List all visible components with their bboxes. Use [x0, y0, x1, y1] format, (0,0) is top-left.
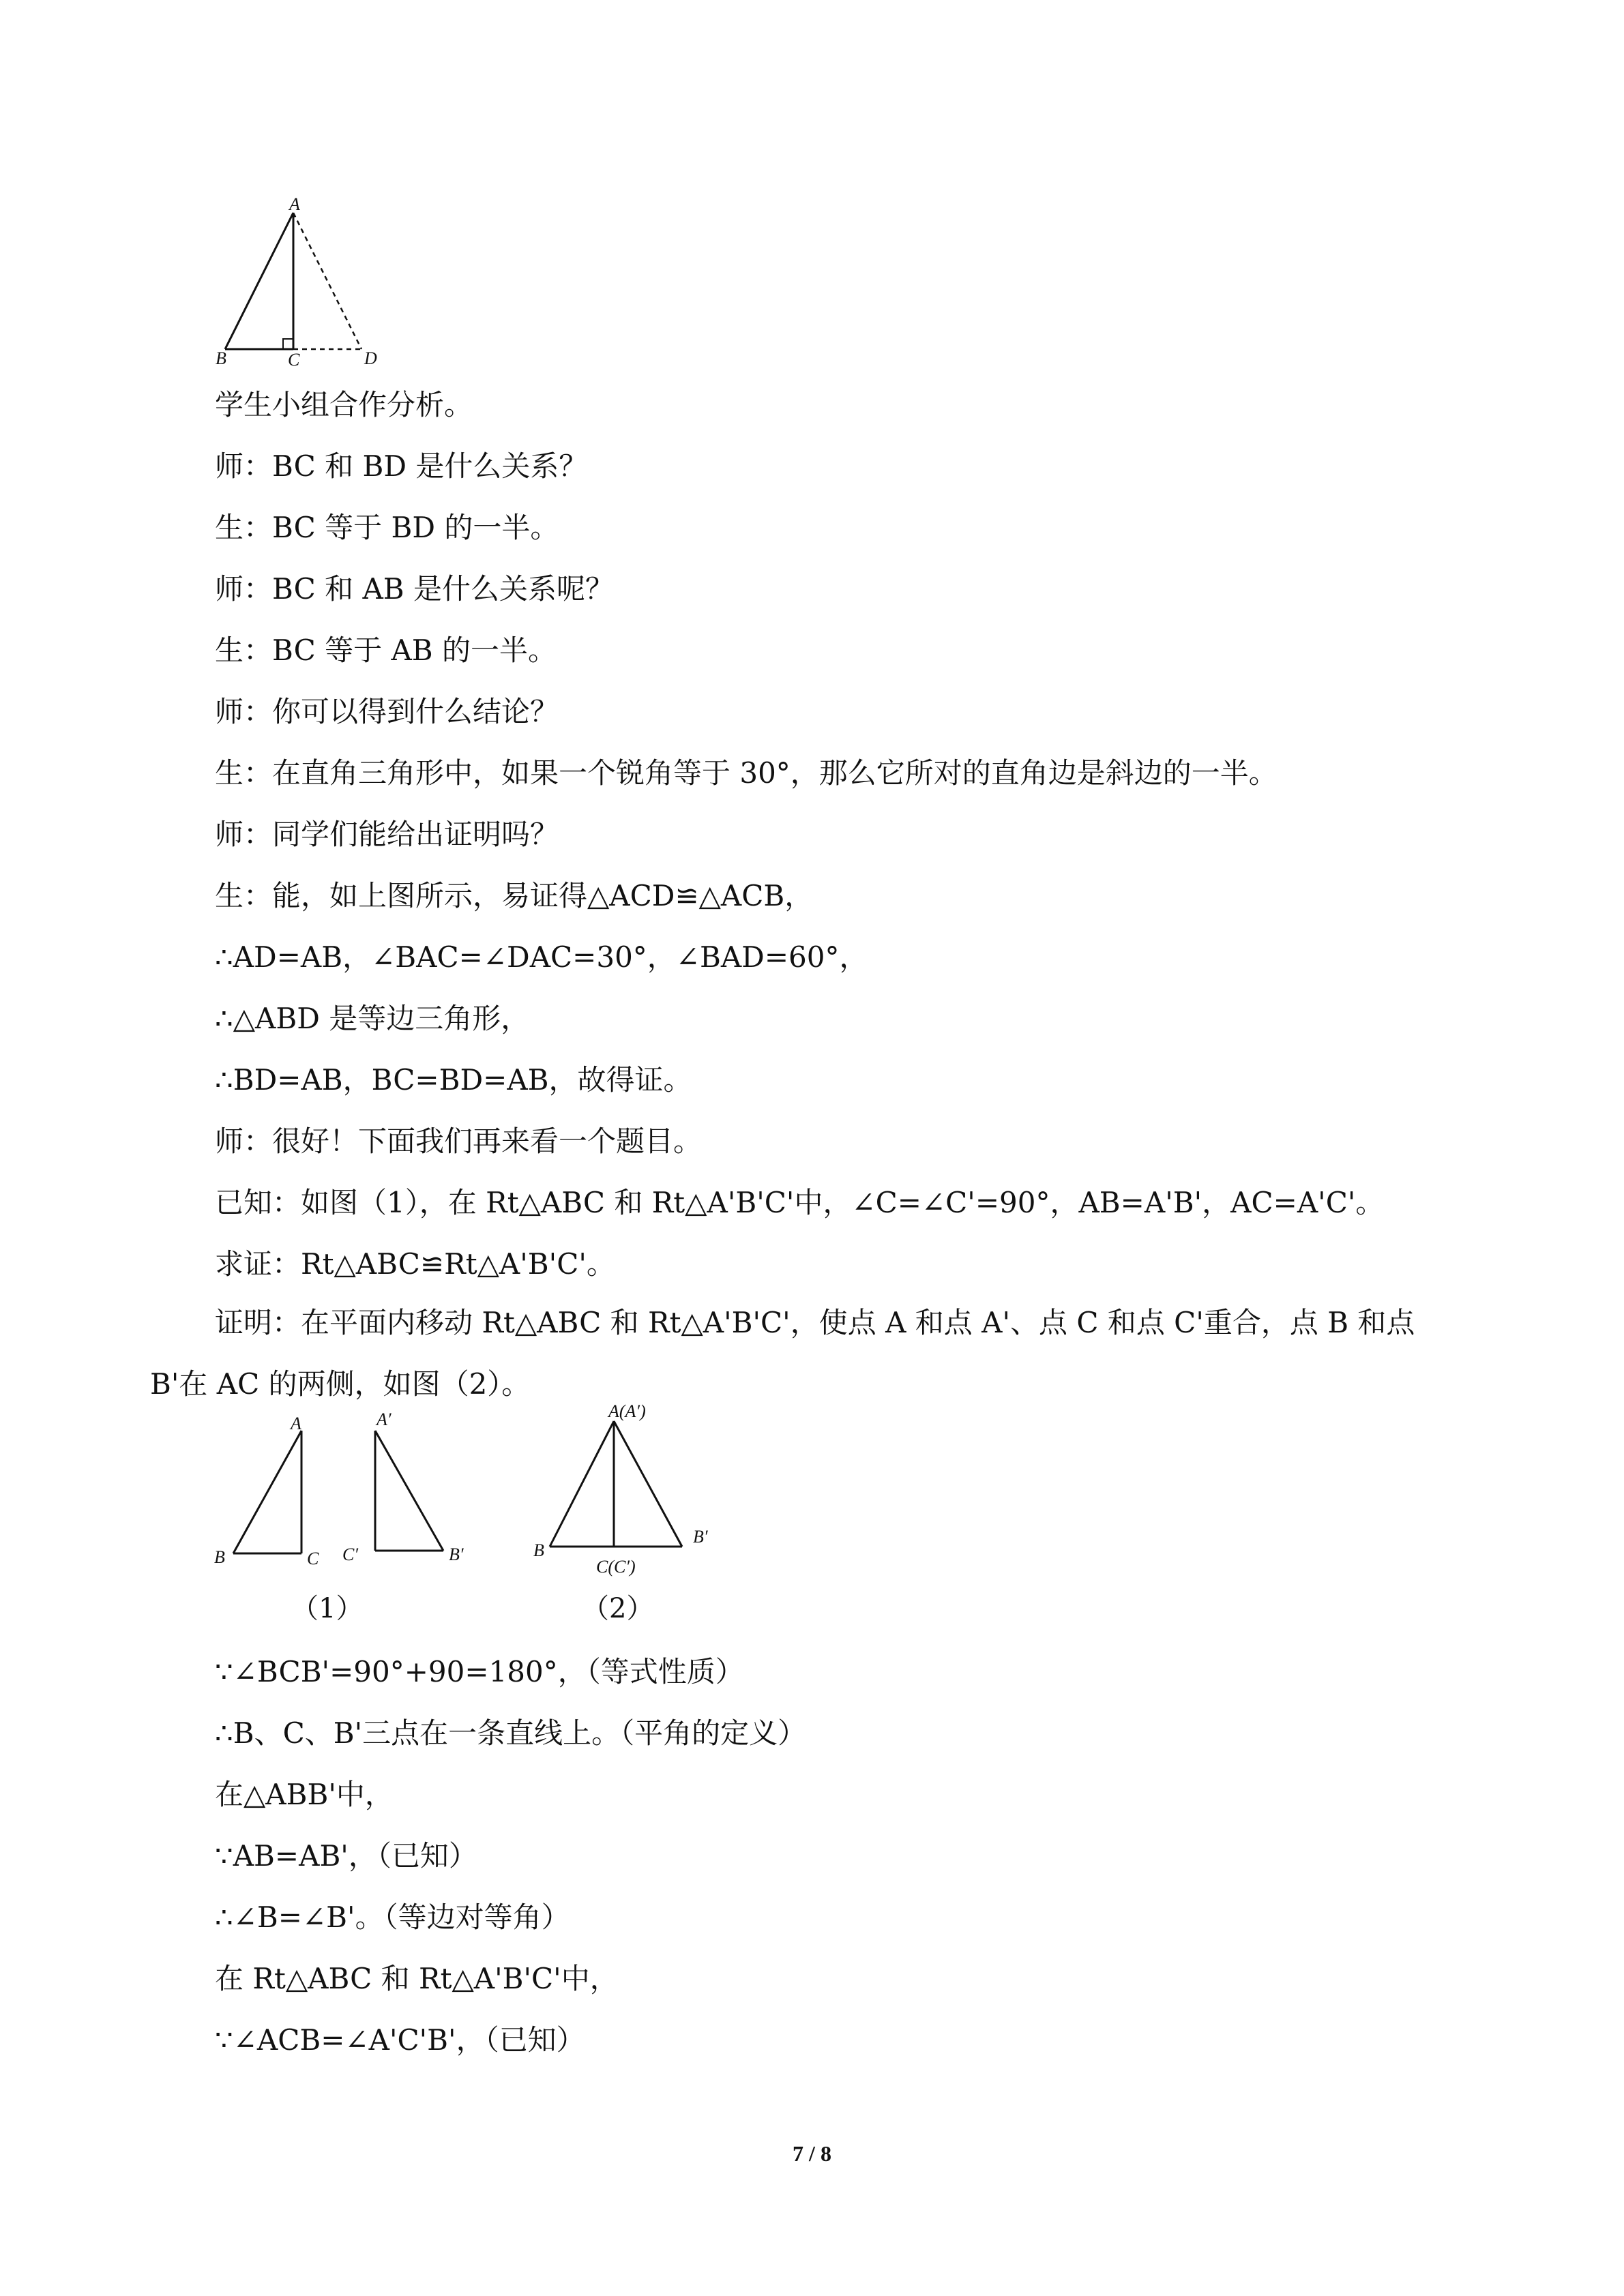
label-b-prime: B′	[693, 1527, 708, 1547]
page-number: 7 / 8	[793, 2141, 831, 2166]
figure-caption-1: （1）	[291, 1593, 364, 1624]
text-line: 师：很好！下面我们再来看一个题目。	[215, 1124, 703, 1158]
triangle-figure-1	[205, 1412, 334, 1568]
label-b-prime: B′	[449, 1545, 464, 1564]
text-line: 师：同学们能给出证明吗？	[215, 818, 559, 851]
text-line: ∵∠BCB'=90°+90=180°，（等式性质）	[215, 1655, 744, 1688]
label-b: B	[216, 348, 226, 368]
triangle-figure-1-prime	[334, 1405, 491, 1568]
text-line: 在 Rt△ABC 和 Rt△A'B'C'中，	[215, 1962, 619, 1995]
text-line: 学生小组合作分析。	[215, 388, 473, 421]
label-a-prime: A′	[377, 1410, 392, 1429]
text-line: ∵∠ACB=∠A'C'B'，（已知）	[215, 2023, 585, 2057]
label-c-prime: C′	[342, 1545, 359, 1564]
label-c-c-prime: C(C′)	[596, 1557, 636, 1577]
text-line: 已知：如图（1），在 Rt△ABC 和 Rt△A'B'C'中，∠C=∠C'=90°，AB=A'B'，AC=A'C'。	[215, 1186, 1385, 1219]
text-line: 师：BC 和 AB 是什么关系呢？	[215, 572, 615, 606]
proof-paragraph: 证明：在平面内移动 Rt△ABC 和 Rt△A'B'C'，使点 A 和点 A'、点 C 和点 C'重合，点 B 和点 B'在 AC 的两侧，如图（2）。	[150, 1306, 1415, 1401]
text-line: ∴∠B=∠B'。（等边对等角）	[215, 1900, 570, 1934]
label-a-a-prime: A(A′)	[608, 1401, 646, 1421]
text-line: 师：你可以得到什么结论？	[215, 695, 559, 728]
label-a: A	[289, 198, 300, 214]
text-line: 求证：Rt△ABC≌Rt△A'B'C'。	[215, 1247, 615, 1281]
figure-caption-2: （2）	[582, 1593, 654, 1624]
text-line: 生：能，如上图所示，易证得△ACD≌△ACB，	[215, 879, 814, 912]
label-c: C	[288, 350, 300, 368]
triangle-figure-top	[205, 198, 396, 368]
text-line: ∴△ABD 是等边三角形，	[215, 1002, 530, 1035]
triangle-figure-2	[525, 1391, 737, 1582]
text-line: ∴BD=AB，BC=BD=AB，故得证。	[215, 1063, 692, 1097]
text-line: ∴AD=AB，∠BAC=∠DAC=30°，∠BAD=60°，	[215, 940, 868, 974]
label-b: B	[214, 1547, 225, 1567]
text-line: ∵AB=AB'，（已知）	[215, 1839, 477, 1873]
text-line: 在△ABB'中，	[215, 1778, 394, 1811]
text-line: 生：在直角三角形中，如果一个锐角等于 30°，那么它所对的直角边是斜边的一半。	[215, 756, 1278, 790]
text-line: 生：BC 等于 BD 的一半。	[215, 511, 559, 544]
label-d: D	[364, 348, 377, 368]
text-line: ∴B、C、B'三点在一条直线上。（平角的定义）	[215, 1716, 807, 1750]
label-a: A	[291, 1414, 301, 1433]
text-line: 生：BC 等于 AB 的一半。	[215, 633, 557, 667]
label-c: C	[307, 1549, 319, 1568]
label-b: B	[533, 1540, 544, 1560]
text-line: 师：BC 和 BD 是什么关系？	[215, 449, 588, 483]
